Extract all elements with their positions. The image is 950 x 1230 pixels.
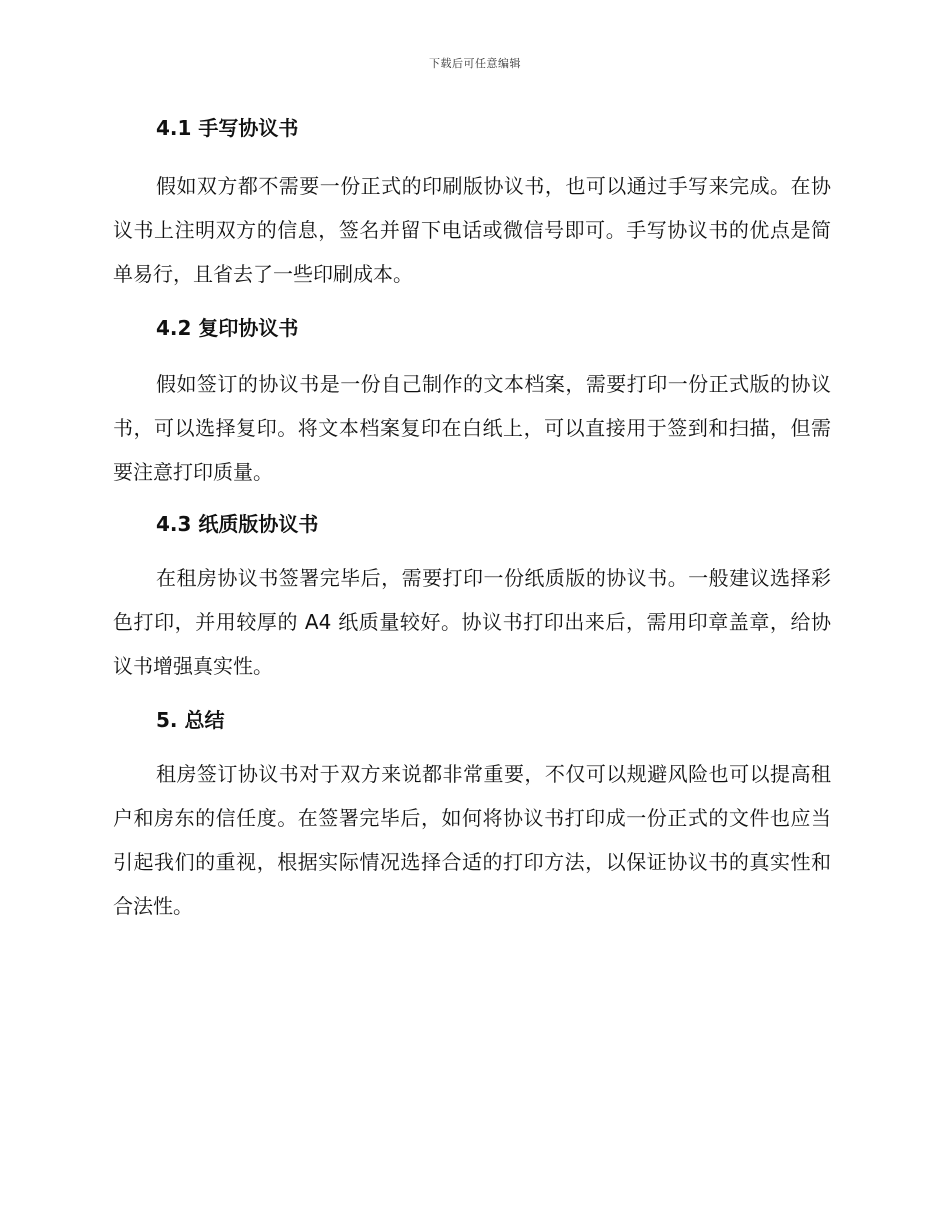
section-heading-4-1: 4.1 手写协议书 [156, 116, 299, 140]
section-heading-4-3: 4.3 纸质版协议书 [156, 512, 319, 536]
document-body [113, 110, 831, 928]
section-paragraph-4-2: 假如签订的协议书是一份自己制作的文本档案，需要打印一份正式版的协议书，可以选择复印。将文本档案复印在白纸上，可以直接用于签到和扫描，但需要注意打印质量。 [113, 372, 831, 484]
header-note: 下载后可任意编辑 [429, 57, 521, 70]
section-paragraph-4-1: 假如双方都不需要一份正式的印刷版协议书，也可以通过手写来完成。在协议书上注明双方的信息，签名并留下电话或微信号即可。手写协议书的优点是简单易行，且省去了一些印刷成本。 [113, 174, 831, 286]
section-heading-5: 5. 总结 [156, 708, 225, 732]
section-paragraph-4-3: 在租房协议书签署完毕后，需要打印一份纸质版的协议书。一般建议选择彩色打印，并用较厚的 A4 纸质量较好。协议书打印出来后，需用印章盖章，给协议书增强真实性。 [113, 566, 831, 678]
section-paragraph-5: 租房签订协议书对于双方来说都非常重要，不仅可以规避风险也可以提高租户和房东的信任度。在签署完毕后，如何将协议书打印成一份正式的文件也应当引起我们的重视，根据实际情况选择合适的打印方法，以保证协议书的真实性和合法性。 [113, 762, 831, 918]
section-heading-4-2: 4.2 复印协议书 [156, 316, 299, 340]
